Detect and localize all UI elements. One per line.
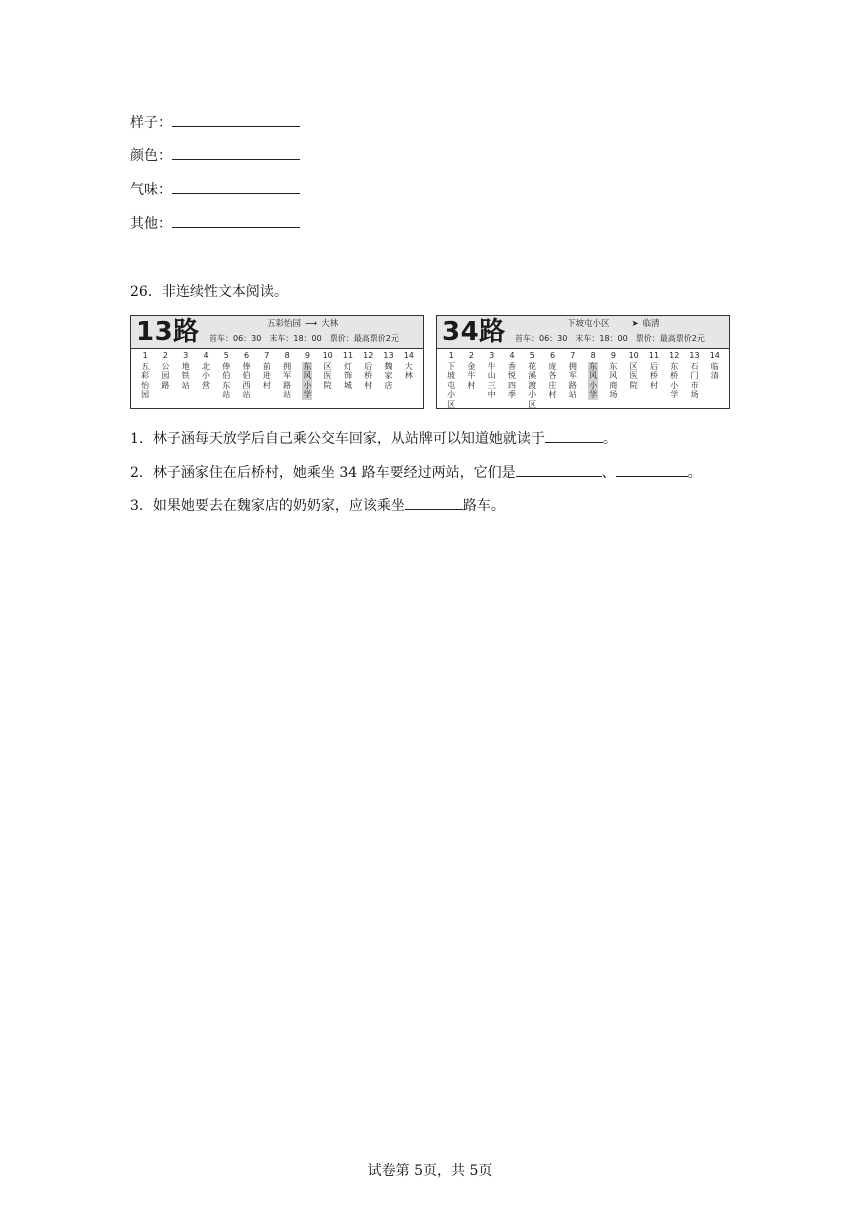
- field-label: 颜色：: [130, 148, 172, 164]
- stop-number: 13: [383, 351, 394, 360]
- route-direction: [267, 319, 338, 330]
- bus-stop: [338, 351, 358, 406]
- stop-number: 4: [509, 351, 515, 360]
- stop-number: 5: [529, 351, 535, 360]
- bus-stop: [216, 351, 236, 406]
- board-header: [131, 316, 423, 349]
- bus-stop: [705, 351, 725, 406]
- stop-name: 魏 家 店: [384, 361, 393, 390]
- stop-name: 地 铁 站: [181, 361, 190, 390]
- subquestion-text: 1．林子涵每天放学后自己乘公交车回家，从站牌可以知道她就读于: [130, 431, 545, 447]
- direction-from: 下坡屯小区: [567, 319, 610, 329]
- stop-name: 拥 军 路 站: [283, 361, 292, 400]
- first-bus-time: 首车：06：30: [209, 334, 262, 343]
- answer-blank[interactable]: [516, 462, 602, 477]
- subquestion-text: 2．林子涵家住在后桥村，她乘坐 34 路车要经过两站，它们是: [130, 465, 516, 481]
- bus-stop: [461, 351, 481, 406]
- stop-name: 花 溪 渡 小 区: [528, 361, 537, 409]
- stop-number: 12: [669, 351, 680, 360]
- stop-number: 12: [363, 351, 374, 360]
- stop-number: 2: [468, 351, 474, 360]
- schedule-info: [209, 333, 407, 344]
- stop-name: 五 彩 怡 园: [141, 361, 150, 400]
- field-color: [130, 145, 300, 166]
- first-bus-time: 首车：06：30: [515, 334, 568, 343]
- stop-name: 香 悦 四 季: [507, 361, 516, 400]
- stop-number: 7: [570, 351, 576, 360]
- stop-number: 4: [203, 351, 209, 360]
- stop-number: 1: [448, 351, 454, 360]
- field-appearance: [130, 112, 300, 133]
- answer-blank[interactable]: [172, 213, 300, 228]
- stop-number: 11: [342, 351, 354, 360]
- direction-from: 五彩怡园: [267, 319, 302, 329]
- stop-name: 下 坡 屯 小 区: [447, 361, 456, 409]
- stop-name: 俸 伯 西 站: [242, 361, 251, 400]
- field-label: 其他：: [130, 216, 172, 232]
- stop-name: 公 园 路: [161, 361, 170, 390]
- stop-number: 2: [162, 351, 168, 360]
- stop-number: 3: [489, 351, 495, 360]
- subquestion-2: [130, 462, 702, 483]
- stop-name: 东 桥 小 学: [670, 361, 679, 400]
- answer-blank[interactable]: [172, 179, 300, 194]
- bus-stop: [603, 351, 623, 406]
- route-number: 13路: [136, 317, 200, 347]
- stop-number: 14: [403, 351, 414, 360]
- page-footer: 试卷第 5页，共 5页: [367, 1163, 493, 1179]
- bus-stop: [583, 351, 603, 406]
- bus-stop-board-34: [436, 315, 730, 409]
- bus-stop: [297, 351, 317, 406]
- stop-name: 东 风 小 学: [303, 361, 312, 400]
- bus-stop: [236, 351, 256, 406]
- stop-number: 1: [142, 351, 148, 360]
- stop-number: 13: [689, 351, 700, 360]
- bus-stop: [441, 351, 461, 409]
- field-other: [130, 213, 300, 234]
- stop-number: 9: [304, 351, 310, 360]
- bus-stop: [155, 351, 175, 406]
- stop-number: 3: [183, 351, 189, 360]
- stop-name: 俸 伯 东 站: [222, 361, 231, 400]
- direction-to: 临清: [642, 319, 660, 329]
- route-number: 34路: [442, 317, 506, 347]
- stop-name: 后 桥 村: [649, 361, 658, 390]
- bus-stop: [563, 351, 583, 406]
- stop-name: 牛 山 三 中: [487, 361, 496, 400]
- field-label: 气味：: [130, 182, 172, 198]
- direction-to: 大林: [321, 319, 339, 329]
- stop-number: 8: [284, 351, 290, 360]
- answer-blank[interactable]: [172, 145, 300, 160]
- bus-stop: [378, 351, 398, 406]
- question-heading: 26．非连续性文本阅读。: [130, 284, 288, 300]
- bus-stop: [502, 351, 522, 406]
- bus-stop: [624, 351, 644, 406]
- last-bus-time: 末车：18：00: [575, 334, 628, 343]
- subquestion-text-end: 。: [687, 465, 702, 481]
- stop-number: 11: [648, 351, 660, 360]
- last-bus-time: 末车：18：00: [269, 334, 322, 343]
- stop-list: [441, 351, 725, 409]
- fare-info: 票价：最高票价2元: [329, 334, 399, 343]
- answer-blank[interactable]: [405, 495, 463, 510]
- subquestion-text-end: 。: [602, 431, 617, 447]
- subquestion-3: [130, 495, 505, 516]
- bus-stop: [522, 351, 542, 409]
- stop-name: 东 风 商 场: [609, 361, 618, 400]
- bus-stop: [358, 351, 378, 406]
- stop-name: 石 门 市 场: [690, 361, 699, 400]
- bus-stop-board-13: [130, 315, 424, 409]
- route-direction: [567, 319, 660, 330]
- stop-number: 10: [322, 351, 333, 360]
- stop-name: 前 进 村: [262, 361, 271, 390]
- bus-stop: [542, 351, 562, 406]
- stop-name: 大 林: [404, 361, 413, 381]
- bus-stop: [684, 351, 704, 406]
- stop-name: 北 小 营: [201, 361, 210, 390]
- stop-number: 9: [610, 351, 616, 360]
- board-header: [437, 316, 729, 349]
- answer-blank[interactable]: [616, 462, 688, 477]
- stop-number: 8: [590, 351, 596, 360]
- bus-stop: [176, 351, 196, 406]
- stop-number: 6: [244, 351, 250, 360]
- answer-blank[interactable]: [545, 428, 603, 443]
- stop-name: 灯 饰 城: [343, 361, 352, 390]
- arrow-right-icon: ⟶: [305, 319, 318, 329]
- stop-name: 区 医 院: [629, 361, 638, 390]
- stop-list: [135, 351, 419, 406]
- stop-name: 庞 各 庄 村: [548, 361, 557, 400]
- fare-info: 票价：最高票价2元: [635, 334, 705, 343]
- stop-number: 6: [550, 351, 556, 360]
- bus-stop: [318, 351, 338, 406]
- stop-number: 7: [264, 351, 270, 360]
- stop-name: 金 牛 村: [467, 361, 476, 390]
- bus-stop: [277, 351, 297, 406]
- stop-number: 5: [223, 351, 229, 360]
- subquestion-text: 3．如果她要去在魏家店的奶奶家，应该乘坐: [130, 498, 405, 514]
- stop-number: 10: [628, 351, 639, 360]
- bus-stop: [135, 351, 155, 406]
- bus-stop: [644, 351, 664, 406]
- arrow-right-icon: ➤: [631, 319, 639, 329]
- stop-name: 后 桥 村: [364, 361, 373, 390]
- answer-blank[interactable]: [172, 112, 300, 127]
- bus-stop: [664, 351, 684, 406]
- bus-stop: [196, 351, 216, 406]
- stop-name: 拥 军 路 站: [568, 361, 577, 400]
- subquestion-1: [130, 428, 617, 449]
- subquestion-text-end: 路车。: [462, 498, 505, 514]
- separator: 、: [601, 465, 616, 481]
- bus-stop: [257, 351, 277, 406]
- stop-name: 东 风 小 学: [589, 361, 598, 400]
- bus-stop: [482, 351, 502, 406]
- stop-name: 临 清: [710, 361, 719, 381]
- stop-number: 14: [709, 351, 720, 360]
- field-smell: [130, 179, 300, 200]
- schedule-info: [515, 333, 713, 344]
- bus-stop: [399, 351, 419, 406]
- field-label: 样子：: [130, 115, 172, 131]
- stop-name: 区 医 院: [323, 361, 332, 390]
